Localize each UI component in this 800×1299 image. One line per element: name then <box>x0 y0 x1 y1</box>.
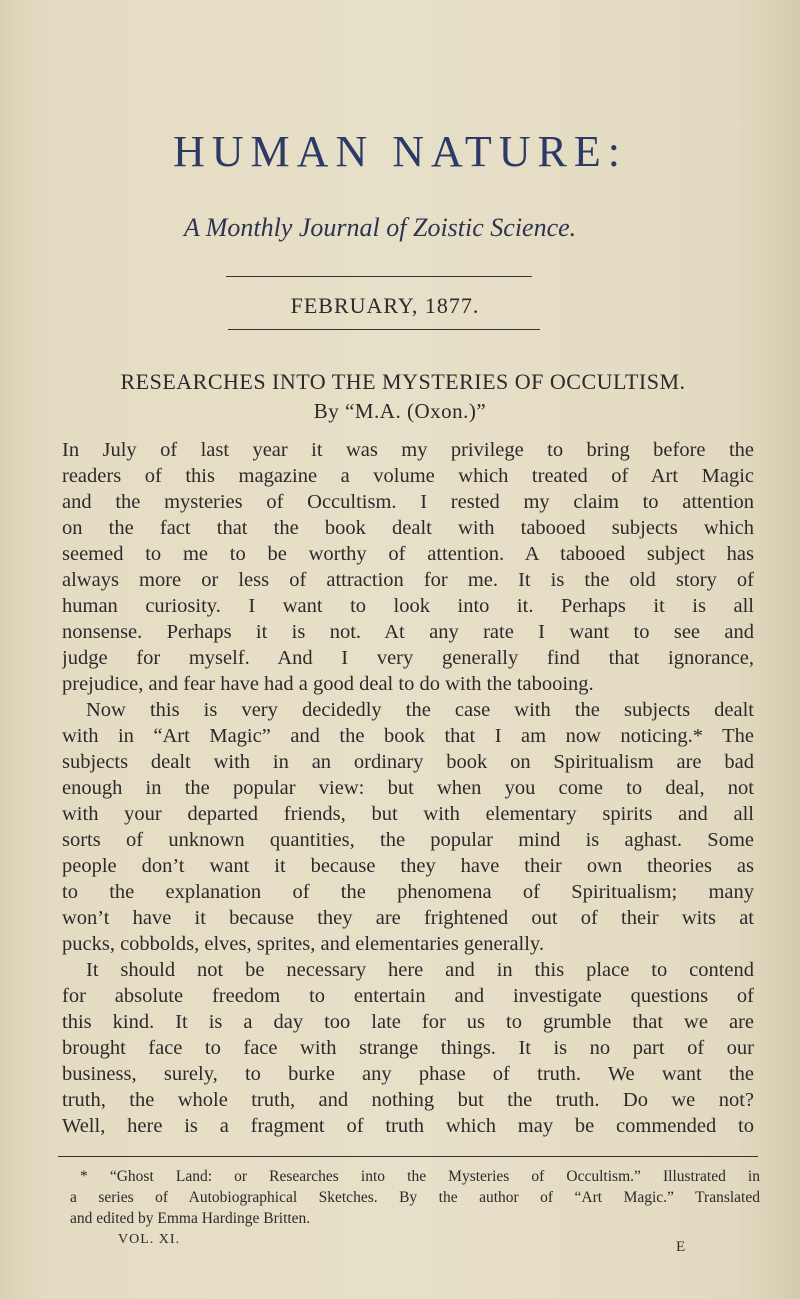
body-line: judge for myself. And I very generally find that ignorance, <box>62 647 754 669</box>
body-line: for absolute freedom to entertain and investigate questions of <box>62 985 754 1007</box>
body-line: human curiosity. I want to look into it. Perhaps it is all <box>62 595 754 617</box>
footnote-line: and edited by Emma Hardinge Britten. <box>70 1210 311 1227</box>
body-line: to the explanation of the phenomena of Spiritualism; many <box>62 881 754 903</box>
body-line: Now this is very decidedly the case with the subjects dealt <box>86 699 754 721</box>
body-line: enough in the popular view: but when you come to deal, not <box>62 777 754 799</box>
journal-subtitle: A Monthly Journal of Zoistic Science. <box>183 213 577 242</box>
signature-letter: E <box>676 1239 686 1255</box>
body-line: truth, the whole truth, and nothing but the truth. Do we not? <box>62 1089 754 1111</box>
body-line: brought face to face with strange things. It is no part of our <box>62 1037 754 1059</box>
article-body <box>62 437 754 1139</box>
body-line: sorts of unknown quantities, the popular mind is aghast. Some <box>62 829 754 851</box>
body-line: with your departed friends, but with elementary spirits and all <box>62 803 754 825</box>
article-title: RESEARCHES INTO THE MYSTERIES OF OCCULTISM. <box>120 369 686 394</box>
article-byline: By “M.A. (Oxon.)” <box>313 399 487 423</box>
body-line: and the mysteries of Occultism. I rested my claim to attention <box>62 491 754 513</box>
body-line: on the fact that the book dealt with tabooed subjects which <box>62 517 754 539</box>
header-rule-bottom <box>228 329 540 330</box>
footnote <box>70 1166 760 1229</box>
body-line: business, surely, to burke any phase of truth. We want the <box>62 1063 754 1085</box>
body-line: subjects dealt with in an ordinary book on Spiritualism are bad <box>62 751 754 773</box>
body-line: prejudice, and fear have had a good deal to do with the tabooing. <box>62 673 594 695</box>
body-line: pucks, cobbolds, elves, sprites, and elementaries generally. <box>62 933 544 955</box>
footnote-rule <box>58 1156 758 1157</box>
footnote-line: * “Ghost Land: or Researches into the Mysteries of Occultism.” Illustrated in <box>80 1168 760 1185</box>
body-line: In July of last year it was my privilege to bring before the <box>62 439 754 461</box>
body-line: people don’t want it because they have their own theories as <box>62 855 754 877</box>
body-line: always more or less of attraction for me. It is the old story of <box>62 569 754 591</box>
journal-title: HUMAN NATURE: <box>173 127 627 176</box>
header-rule-top <box>226 276 532 277</box>
body-line: readers of this magazine a volume which treated of Art Magic <box>62 465 754 487</box>
footnote-line: a series of Autobiographical Sketches. By the author of “Art Magic.” Translated <box>70 1189 760 1206</box>
body-line: seemed to me to be worthy of attention. A tabooed subject has <box>62 543 754 565</box>
body-line: this kind. It is a day too late for us to grumble that we are <box>62 1011 754 1033</box>
body-line: Well, here is a fragment of truth which may be commended to <box>62 1115 754 1137</box>
body-line: It should not be necessary here and in this place to contend <box>86 959 754 981</box>
body-line: with in “Art Magic” and the book that I am now noticing.* The <box>62 725 754 747</box>
body-line: won’t have it because they are frightened out of their wits at <box>62 907 754 929</box>
issue-date: FEBRUARY, 1877. <box>290 293 480 318</box>
volume-mark: VOL. XI. <box>118 1232 181 1247</box>
body-line: nonsense. Perhaps it is not. At any rate I want to see and <box>62 621 754 643</box>
